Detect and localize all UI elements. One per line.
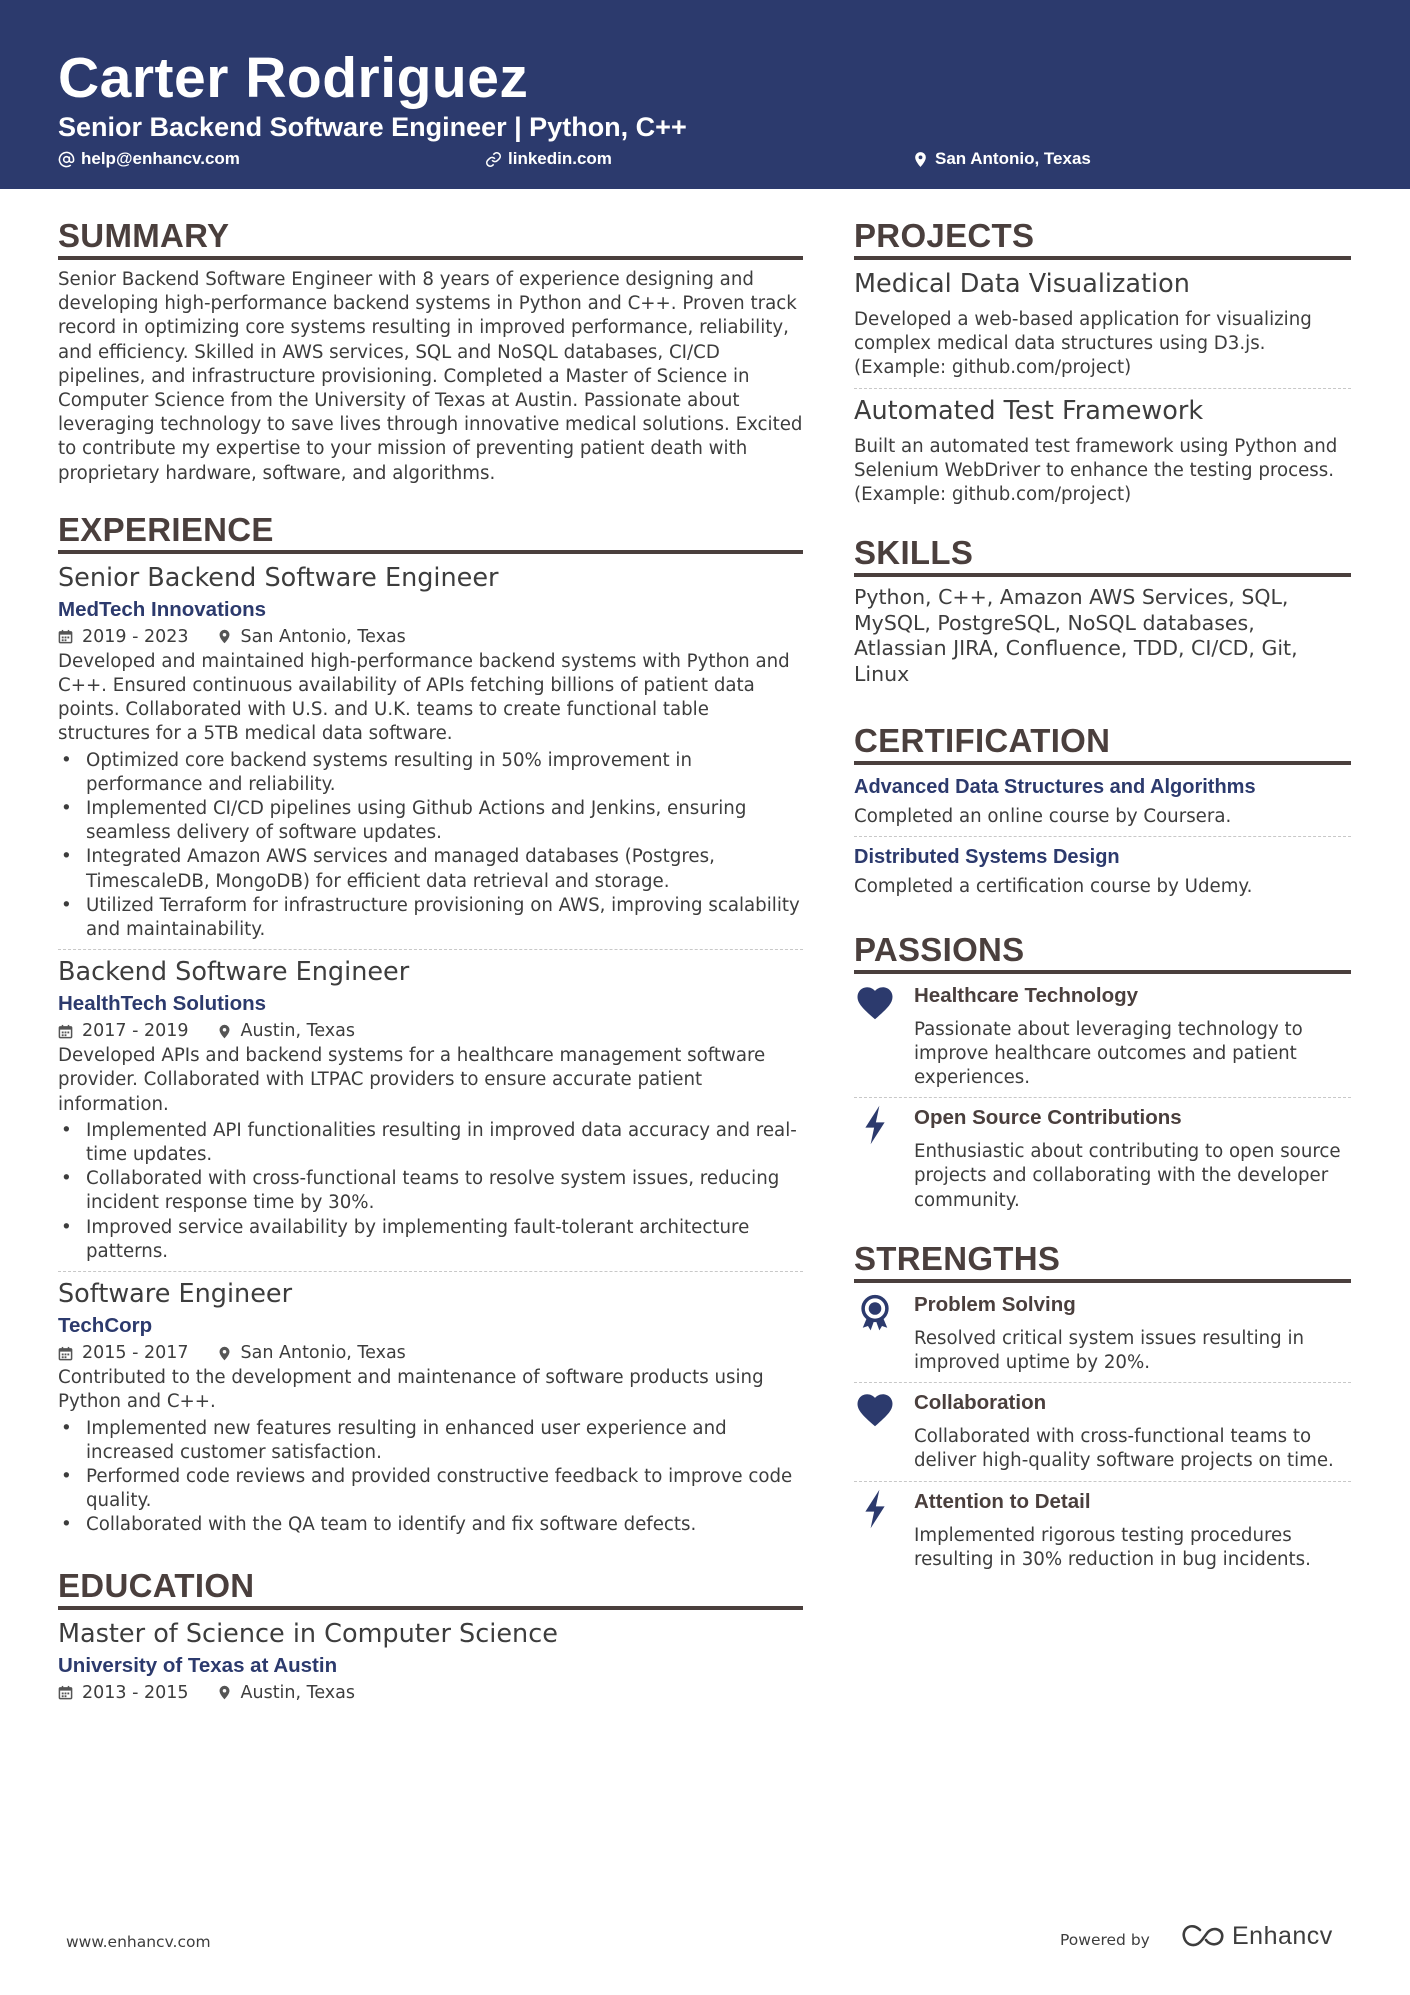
education-dates: 2013 - 2015 xyxy=(82,1682,189,1703)
job-location: San Antonio, Texas xyxy=(240,626,406,647)
strength-title: Attention to Detail xyxy=(914,1489,1091,1513)
project-entry xyxy=(854,395,1351,508)
bolt-icon xyxy=(854,1104,896,1146)
divider xyxy=(58,1271,803,1272)
summary-text: Senior Backend Software Engineer with 8 years of experience designing and developing high-performance backend systems in Python and C++. Proven track record in optimizing core systems resulting in improved performance, reliability, and efficiency. Skilled in AWS services, SQL and NoSQL databases, CI/CD pipelines, and infrastructure provisioning. Completed a Master of Science in Computer Science from the University of Texas at Austin. Passionate about leveraging technology to save lives through innovative medical solutions. Excited to contribute my expertise to your mission of preventing patient death with proprietary hardware, software, and algorithms. xyxy=(58,269,803,484)
header xyxy=(0,0,1410,189)
job-bullet: • Implemented new features resulting in enhanced user experience and increased customer satisfaction. xyxy=(58,1417,803,1465)
certification-description: Completed an online course by Coursera. xyxy=(854,806,1232,828)
passions-heading: PASSIONS xyxy=(854,930,1351,974)
education-entry xyxy=(58,1618,803,1706)
passion-entry xyxy=(854,1104,1351,1213)
strength-description: Resolved critical system issues resulting in improved uptime by 20%. xyxy=(914,1327,1305,1374)
job-meta xyxy=(58,1018,803,1044)
contact-location-text: San Antonio, Texas xyxy=(935,149,1091,168)
education-heading: EDUCATION xyxy=(58,1566,803,1610)
company-name: HealthTech Solutions xyxy=(58,992,267,1016)
skills-text: Python, C++, Amazon AWS Services, SQL, MySQL, PostgreSQL, NoSQL databases, Atlassian JIRA, Confluence, TDD, CI/CD, Git, Linux xyxy=(854,585,1298,686)
certification-entry xyxy=(854,843,1351,899)
divider xyxy=(58,949,803,950)
job-description: Contributed to the development and maintenance of software products using Python and C++. xyxy=(58,1367,764,1413)
job-description: Developed and maintained high-performance backend systems with Python and C++. Ensured continuous availability of APIs fetching billions of patient data points. Collaborated with U.S. and U.K. teams to create functional table structures for a 5TB medical data software. xyxy=(58,650,790,745)
divider xyxy=(854,1382,1351,1383)
skills-heading: SKILLS xyxy=(854,533,1351,577)
divider xyxy=(854,1097,1351,1098)
calendar-icon xyxy=(58,1685,73,1700)
left-column xyxy=(58,216,803,1706)
job-meta xyxy=(58,624,803,650)
strength-entry xyxy=(854,1291,1351,1375)
summary-heading: SUMMARY xyxy=(58,216,803,260)
project-description: Developed a web-based application for visualizing complex medical data structures using D3.js. (Example: github.com/project) xyxy=(854,309,1312,379)
job-dates: 2015 - 2017 xyxy=(82,1343,189,1364)
footer-powered-by: Powered by xyxy=(1060,1931,1150,1949)
passion-description: Passionate about leveraging technology to improve healthcare outcomes and patient experiences. xyxy=(914,1018,1303,1089)
school-name: University of Texas at Austin xyxy=(58,1653,338,1677)
job-bullet: • Implemented API functionalities resulting in improved data accuracy and real-time updates. xyxy=(58,1119,803,1167)
divider xyxy=(854,836,1351,837)
project-title: Medical Data Visualization xyxy=(854,269,1190,299)
candidate-title: Senior Backend Software Engineer | Python, C++ xyxy=(58,112,687,142)
right-column xyxy=(854,216,1351,1572)
strength-description: Implemented rigorous testing procedures resulting in 30% reduction in bug incidents. xyxy=(914,1524,1311,1570)
project-entry xyxy=(854,268,1351,381)
contact-linkedin[interactable] xyxy=(485,148,612,170)
job-title: Backend Software Engineer xyxy=(58,957,410,988)
candidate-name: Carter Rodriguez xyxy=(58,46,529,110)
experience-entry xyxy=(58,956,803,1264)
certification-description: Completed a certification course by Udemy. xyxy=(854,876,1253,898)
heart-icon xyxy=(854,982,896,1024)
passion-title: Healthcare Technology xyxy=(914,983,1139,1007)
experience-entry xyxy=(58,562,803,942)
at-icon xyxy=(58,151,75,168)
job-location: San Antonio, Texas xyxy=(240,1343,406,1364)
experience-heading: EXPERIENCE xyxy=(58,510,803,554)
job-bullets xyxy=(58,1417,803,1538)
job-location: Austin, Texas xyxy=(240,1021,356,1042)
enhancv-logo[interactable] xyxy=(1180,1922,1333,1951)
strengths-heading: STRENGTHS xyxy=(854,1239,1351,1283)
strength-entry xyxy=(854,1488,1351,1572)
contact-email-text: help@enhancv.com xyxy=(81,149,240,168)
job-bullet: • Collaborated with cross-functional teams to resolve system issues, reducing incident response time by 30%. xyxy=(58,1167,803,1215)
divider xyxy=(854,1481,1351,1482)
link-icon xyxy=(485,151,502,168)
job-bullets xyxy=(58,1119,803,1264)
job-description: Developed APIs and backend systems for a healthcare management software provider. Collaborated with LTPAC providers to ensure accurate patient information. xyxy=(58,1045,766,1115)
projects-heading: PROJECTS xyxy=(854,216,1351,260)
job-bullet: • Implemented CI/CD pipelines using Github Actions and Jenkins, ensuring seamless delivery of software updates. xyxy=(58,797,803,845)
job-bullet: • Performed code reviews and provided constructive feedback to improve code quality. xyxy=(58,1465,803,1513)
education-location: Austin, Texas xyxy=(240,1682,356,1703)
degree: Master of Science in Computer Science xyxy=(58,1618,558,1649)
passion-title: Open Source Contributions xyxy=(914,1106,1182,1130)
award-icon xyxy=(854,1291,896,1333)
company-name: TechCorp xyxy=(58,1314,153,1338)
contact-location xyxy=(912,148,1091,170)
passion-entry xyxy=(854,982,1351,1091)
passion-description: Enthusiastic about contributing to open source projects and collaborating with the developer community. xyxy=(914,1141,1341,1211)
job-dates: 2019 - 2023 xyxy=(82,626,189,647)
location-pin-icon xyxy=(912,151,929,168)
certification-heading: CERTIFICATION xyxy=(854,721,1351,765)
strength-title: Collaboration xyxy=(914,1391,1047,1415)
job-bullet: • Optimized core backend systems resulting in 50% improvement in performance and reliability. xyxy=(58,749,803,797)
enhancv-logo-icon xyxy=(1180,1924,1226,1950)
strength-entry xyxy=(854,1389,1351,1473)
job-meta xyxy=(58,1340,803,1366)
education-meta xyxy=(58,1680,803,1706)
location-pin-icon xyxy=(217,1685,232,1700)
footer-url[interactable]: www.enhancv.com xyxy=(66,1933,211,1951)
bolt-icon xyxy=(854,1488,896,1530)
enhancv-logo-text: Enhancv xyxy=(1232,1922,1333,1950)
location-pin-icon xyxy=(217,1346,232,1361)
contact-linkedin-text: linkedin.com xyxy=(508,149,612,168)
project-description: Built an automated test framework using Python and Selenium WebDriver to enhance the testing process. (Example: github.com/project) xyxy=(854,435,1338,506)
job-bullets xyxy=(58,749,803,943)
location-pin-icon xyxy=(217,1024,232,1039)
job-title: Software Engineer xyxy=(58,1279,293,1310)
contact-email[interactable] xyxy=(58,148,240,170)
project-title: Automated Test Framework xyxy=(854,395,1204,426)
job-bullet: • Utilized Terraform for infrastructure provisioning on AWS, improving scalability and maintainability. xyxy=(58,894,803,942)
calendar-icon xyxy=(58,1346,73,1361)
job-bullet: • Collaborated with the QA team to identify and fix software defects. xyxy=(58,1513,803,1537)
job-dates: 2017 - 2019 xyxy=(82,1021,189,1042)
certification-entry xyxy=(854,773,1351,829)
job-title: Senior Backend Software Engineer xyxy=(58,562,499,593)
location-pin-icon xyxy=(217,629,232,644)
calendar-icon xyxy=(58,629,73,644)
job-bullet: • Improved service availability by implementing fault-tolerant architecture patterns. xyxy=(58,1216,803,1264)
strength-description: Collaborated with cross-functional teams to deliver high-quality software projects on time. xyxy=(914,1426,1334,1472)
strength-title: Problem Solving xyxy=(914,1292,1076,1316)
certification-title: Distributed Systems Design xyxy=(854,846,1120,869)
certification-title: Advanced Data Structures and Algorithms xyxy=(854,776,1256,799)
calendar-icon xyxy=(58,1024,73,1039)
divider xyxy=(854,388,1351,389)
job-bullet: • Integrated Amazon AWS services and managed databases (Postgres, TimescaleDB, MongoDB) for efficient data retrieval and storage. xyxy=(58,845,803,893)
heart-icon xyxy=(854,1389,896,1431)
company-name: MedTech Innovations xyxy=(58,597,267,621)
experience-entry xyxy=(58,1278,803,1537)
